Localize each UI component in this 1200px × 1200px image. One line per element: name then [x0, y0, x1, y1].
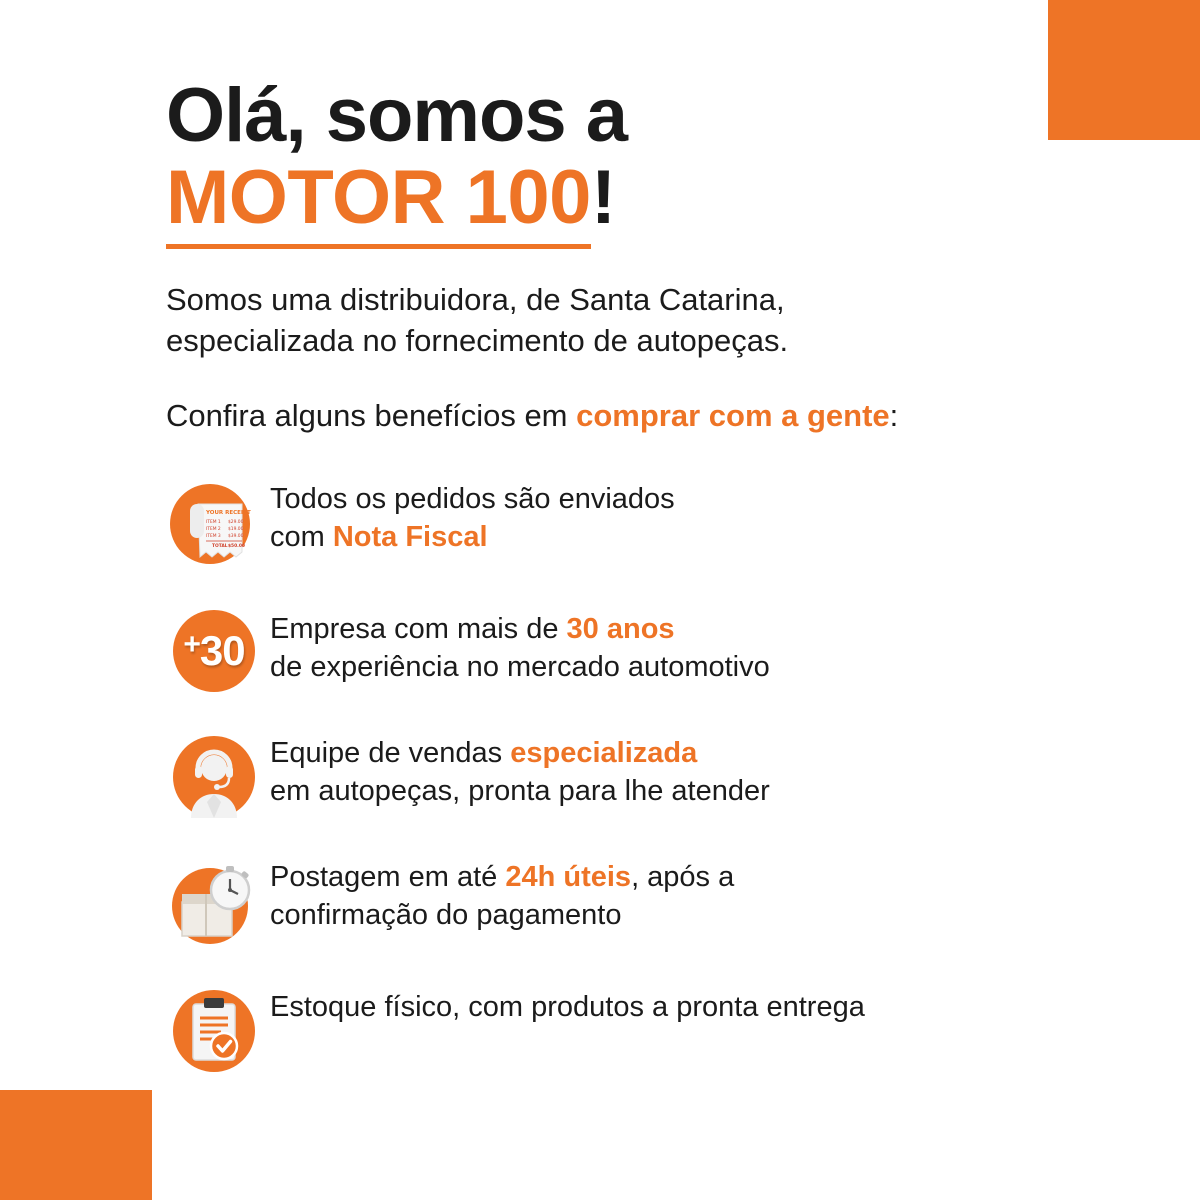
intro-line-1: Somos uma distribuidora, de Santa Catarina,	[166, 282, 785, 317]
benefit-4-line-1	[270, 858, 1096, 897]
benefit-2-line-2: de experiência no mercado automotivo	[270, 651, 770, 684]
subheading-prefix: Confira alguns benefícios em	[166, 397, 577, 433]
svg-text:$29.00: $29.00	[228, 519, 244, 525]
svg-text:ITEM 3: ITEM 3	[206, 533, 221, 539]
years-badge-label	[183, 626, 245, 674]
decorative-block-bottom-left	[0, 1090, 152, 1200]
headline-exclamation: !	[590, 155, 616, 240]
clipboard-check-icon	[171, 988, 257, 1074]
headline	[166, 73, 1096, 240]
headset-agent-icon	[171, 734, 257, 820]
benefits-subheading	[166, 398, 1096, 434]
package-stopwatch-icon	[168, 858, 260, 950]
benefit-icon-2	[166, 606, 262, 692]
benefit-4-line-1-suffix: , após a	[631, 860, 735, 893]
content-area	[166, 73, 1096, 1108]
benefit-3-line-1	[270, 734, 1096, 773]
list-item	[166, 984, 1096, 1074]
benefit-4-line-1-prefix: Postagem em até	[270, 860, 506, 893]
benefit-1-line-2-prefix: com	[270, 521, 333, 554]
benefit-2-highlight: 30 anos	[566, 612, 675, 645]
benefit-3-line-1-prefix: Equipe de vendas	[270, 736, 511, 769]
svg-text:ITEM 2: ITEM 2	[206, 526, 221, 532]
list-item	[166, 606, 1096, 696]
intro-paragraph	[166, 280, 1096, 362]
benefit-icon-4	[166, 854, 262, 950]
svg-text:$39.00: $39.00	[228, 533, 244, 539]
brand-name: MOTOR 100	[166, 155, 591, 249]
svg-text:$19.00: $19.00	[228, 526, 244, 532]
list-item	[166, 730, 1096, 820]
benefit-2-line-1-prefix: Empresa com mais de	[270, 612, 567, 645]
benefit-text-4	[262, 854, 1096, 935]
receipt-icon	[168, 480, 260, 572]
years-badge-plus: +	[183, 627, 200, 661]
benefit-icon-5	[166, 984, 262, 1074]
svg-text:TOTAL: TOTAL	[212, 543, 228, 549]
benefit-1-line-1: Todos os pedidos são enviados	[270, 482, 675, 515]
intro-line-2: especializada no fornecimento de autopeças.	[166, 322, 789, 358]
benefit-3-line-2: em autopeças, pronta para lhe atender	[270, 775, 770, 808]
benefit-5-line-1: Estoque físico, com produtos a pronta entrega	[270, 990, 865, 1023]
subheading-highlight: comprar com a gente	[576, 397, 890, 433]
benefit-4-highlight: 24h úteis	[505, 860, 632, 893]
benefit-text-5	[262, 984, 1096, 1027]
benefits-list	[166, 476, 1096, 1074]
svg-text:YOUR RECEIPT: YOUR RECEIPT	[206, 509, 251, 516]
years-badge-icon	[173, 610, 255, 692]
benefit-1-highlight: Nota Fiscal	[332, 521, 488, 554]
years-badge-number: 30	[199, 626, 245, 674]
benefit-text-3	[262, 730, 1096, 811]
list-item	[166, 476, 1096, 572]
benefit-4-line-2: confirmação do pagamento	[270, 899, 622, 932]
benefit-icon-1	[166, 476, 262, 572]
benefit-text-1	[262, 476, 1096, 557]
headline-line-1: Olá, somos a	[166, 73, 628, 158]
svg-text:ITEM 1: ITEM 1	[206, 519, 221, 525]
headline-line-2	[166, 155, 1096, 240]
subheading-suffix: :	[889, 397, 899, 433]
benefit-3-highlight: especializada	[510, 736, 698, 769]
list-item	[166, 854, 1096, 950]
benefit-text-2	[262, 606, 1096, 687]
benefit-icon-3	[166, 730, 262, 820]
benefit-2-line-1	[270, 610, 1096, 649]
svg-text:$50.00: $50.00	[228, 543, 245, 549]
benefit-1-line-2	[270, 518, 1096, 557]
